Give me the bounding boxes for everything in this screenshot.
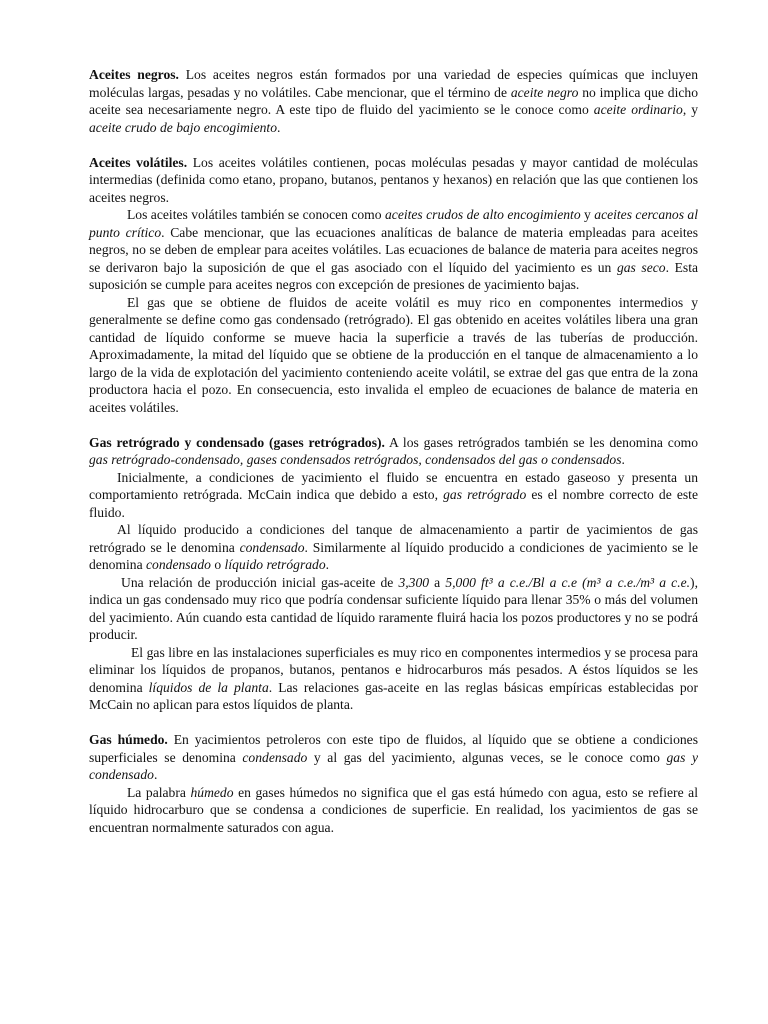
paragraph: Inicialmente, a condiciones de yacimiento el fluido se encuentra en estado gaseoso y presenta un comportamiento retrógrada. McCain indica que debido a esto, gas retrógrado es el nombre correcto de este fluido. [89,469,698,520]
paragraph: Gas retrógrado y condensado (gases retrógrados). A los gases retrógrados también se les denomina como gas retrógrado-condensado, gases condensados retrógrados, condensados del gas o condensados. [89,434,698,467]
paragraph: Al líquido producido a condiciones del tanque de almacenamiento a partir de yacimientos de gas retrógrado se le denomina condensado. Similarmente al líquido producido a condiciones de yacimiento se le denomina condensado o líquido retrógrado. [89,522,699,572]
section-aceites-negros [89,66,698,136]
section-gas-retrogrado [89,434,698,714]
section-gas-humedo [89,731,698,836]
section-heading: Gas húmedo. [89,732,168,747]
paragraph: El gas libre en las instalaciones superficiales es muy rico en componentes intermedios y se procesa para eliminar los líquidos de propanos, butanos, pentanos e hidrocarburos más pesados. A éstos líquidos se les denomina líquidos de la planta. Las relaciones gas-aceite en las reglas básicas empíricas establecidas por McCain no aplican para estos líquidos de planta. [89,644,698,712]
paragraph: La palabra húmedo en gases húmedos no significa que el gas está húmedo con agua, esto se refiere al líquido hidrocarburo que se condensa a condiciones de superficie. En realidad, los yacimientos de gas se encuentran normalmente saturados con agua. [89,784,698,835]
paragraph: Aceites volátiles. Los aceites volátiles contienen, pocas moléculas pesadas y mayor cantidad de moléculas intermedias (definida como etano, propano, butanos, pentanos y hexanos) en relación que las que contienen los aceites negros. [89,154,698,205]
paragraph: El gas que se obtiene de fluidos de aceite volátil es muy rico en componentes intermedios y generalmente se define como gas condensado (retrógrado). El gas obtenido en aceites volátiles libera una gran cantidad de líquido conforme se mueve hacia la superficie a través de las tuberías de producción. Aproximadamente, la mitad del líquido que se obtiene de la producción en el tanque de almacenamiento a lo largo de la vida de explotación del yacimiento conteniendo aceite volátil, se extrae del gas que entra de la zona productora hacia el pozo. En consecuencia, esto invalida el empleo de ecuaciones de balance de materia en aceites volátiles. [89,294,698,415]
section-aceites-volatiles [89,154,698,417]
section-heading: Gas retrógrado y condensado (gases retrógrados). [89,434,385,450]
paragraph: Aceites negros. Los aceites negros están formados por una variedad de especies químicas que incluyen moléculas largas, pesadas y no volátiles. Cabe mencionar, que el término de aceite negro no implica que dicho aceite sea necesariamente negro. A este tipo de fluido del yacimiento se le conoce como aceite ordinario, y aceite crudo de bajo encogimiento. [89,67,699,135]
paragraph: Una relación de producción inicial gas-aceite de 3,300 a 5,000 ft³ a c.e./Bl a c.e (m³ a c.e./m³ a c.e.), indica un gas condensado muy rico que podría condensar suficiente líquido para llenar 35% o más del volumen del yacimiento. Aún cuando esta cantidad de líquido raramente fluirá hacia los pozos productores y no se podrá producir. [89,574,698,642]
section-heading: Aceites negros. [89,67,179,82]
section-heading: Aceites volátiles. [89,154,188,170]
paragraph: Los aceites volátiles también se conocen como aceites crudos de alto encogimiento y aceites cercanos al punto crítico. Cabe mencionar, que las ecuaciones analíticas de balance de materia empleadas para aceites negros, no se deben de emplear para aceites volátiles. Las ecuaciones de balance de materia para aceites negros se derivaron bajo la suposición de que el gas asociado con el líquido del yacimiento es un gas seco. Esta suposición se cumple para aceites negros con excepción de presiones de yacimiento bajas. [89,207,699,292]
paragraph: Gas húmedo. En yacimientos petroleros con este tipo de fluidos, al líquido que se obtiene a condiciones superficiales se denomina condensado y al gas del yacimiento, algunas veces, se le conoce como gas y condensado. [89,732,698,782]
